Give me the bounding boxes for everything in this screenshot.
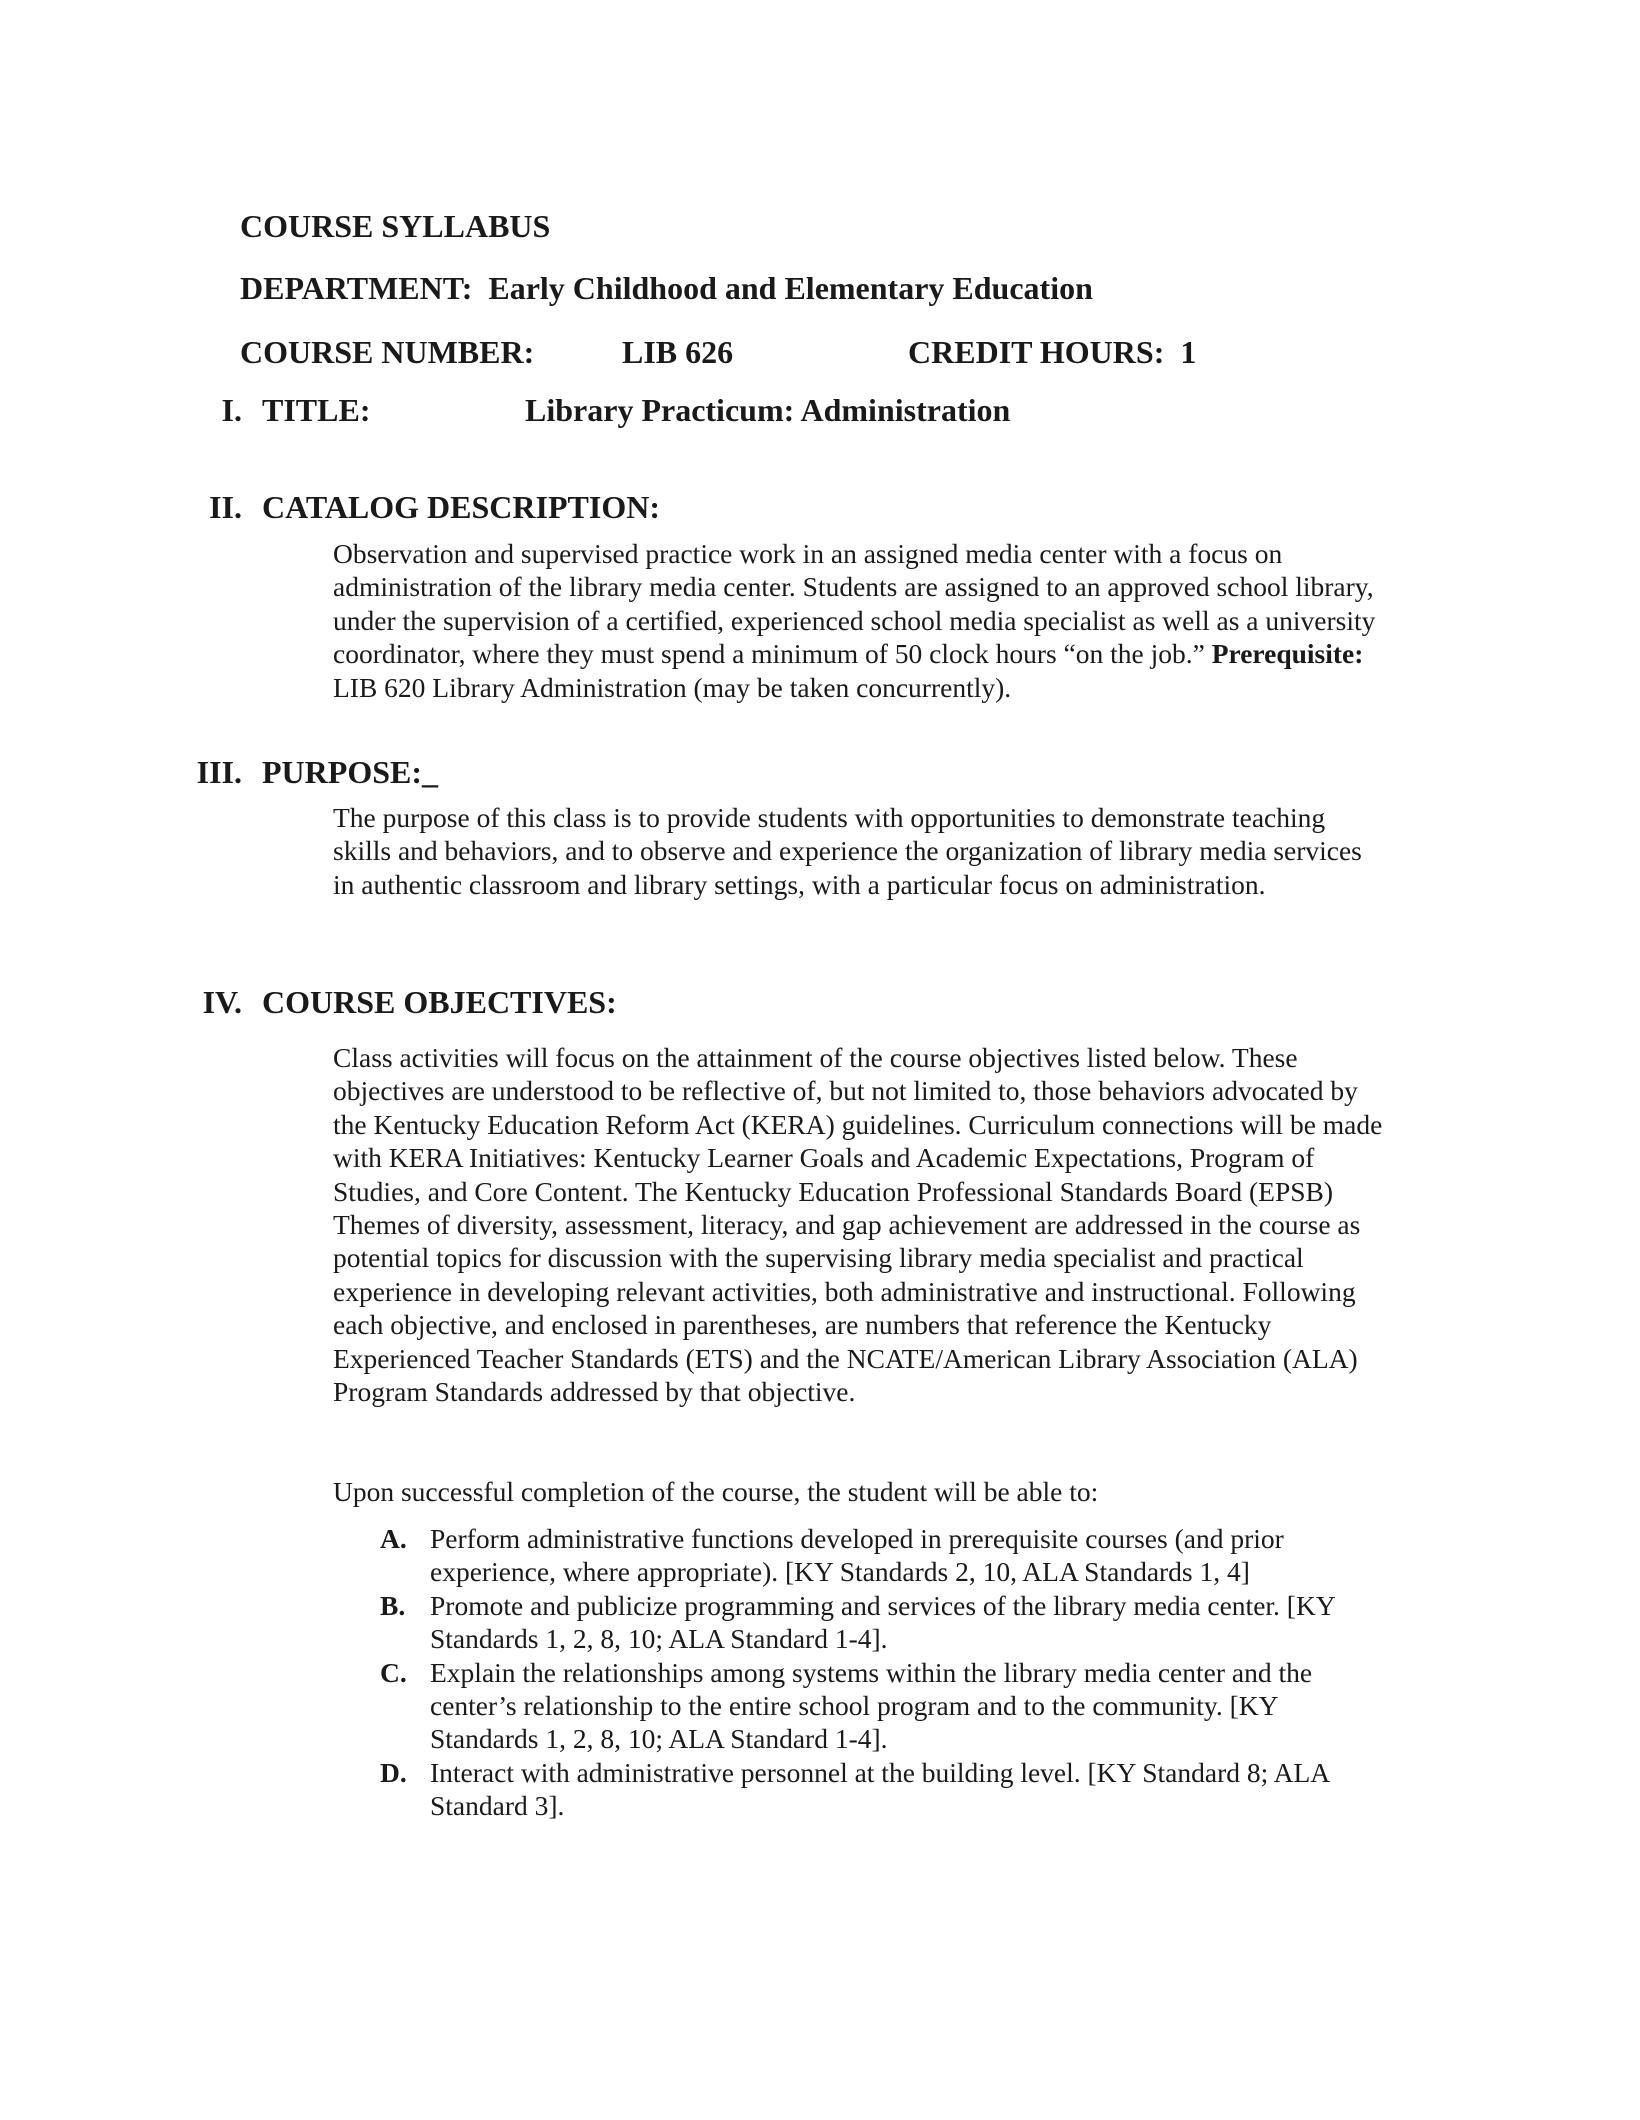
credit-hours-value: 1 <box>1180 334 1197 370</box>
department-value: Early Childhood and Elementary Education <box>488 270 1093 306</box>
document-title: COURSE SYLLABUS <box>240 208 551 244</box>
prerequisite-text: LIB 620 Library Administration (may be taken concurrently). <box>333 671 1012 703</box>
credit-hours-label: CREDIT HOURS: <box>908 334 1165 370</box>
objectives-list <box>380 1522 1390 1823</box>
section-label-title: TITLE: <box>262 392 371 428</box>
objective-item <box>380 1589 1390 1656</box>
section-label-objectives: COURSE OBJECTIVES: <box>262 984 617 1020</box>
course-title-value: Library Practicum: Administration <box>525 392 1011 428</box>
catalog-description-text <box>333 537 1383 704</box>
objective-letter: C. <box>380 1656 407 1688</box>
catalog-body: Observation and supervised practice work in an assigned media center with a focus on administration of the library media center. Students are assigned to an approved school library, under the supervision of a certified, experienced school media specialist as well as a university coordinator, where they must spend a minimum of 50 clock hours “on the job.” <box>333 538 1376 670</box>
objective-letter: D. <box>380 1756 407 1788</box>
objective-letter: B. <box>380 1589 406 1621</box>
section-number-title: I. <box>221 392 242 428</box>
objectives-lead-text: Upon successful completion of the course, the student will be able to: <box>333 1476 1099 1507</box>
section-number-objectives: IV. <box>202 984 242 1020</box>
objective-text: Interact with administrative personnel at the building level. [KY Standard 8; ALA Standard 3]. <box>430 1756 1329 1822</box>
objective-text: Explain the relationships among systems within the library media center and the center’s relationship to the entire school program and to the community. [KY Standards 1, 2, 8, 10; ALA Standard 1-4]. <box>430 1656 1313 1755</box>
course-number-label: COURSE NUMBER: <box>240 334 535 370</box>
department-label: DEPARTMENT: <box>240 270 473 306</box>
credit-hours-line <box>908 336 1196 368</box>
objective-item <box>380 1756 1390 1823</box>
course-number-value: LIB 626 <box>622 334 734 370</box>
section-label-purpose: PURPOSE:_ <box>262 754 438 790</box>
section-number-catalog: II. <box>209 489 242 525</box>
objectives-intro-text: Class activities will focus on the attainment of the course objectives listed below. These objectives are understood to be reflective of, but not limited to, those behaviors advocated by the Kentucky Education Reform Act (KERA) guidelines. Curriculum connections will be made with KERA Initiatives: Kentucky Learner Goals and Academic Expectations, Program of Studies, and Core Content. The Kentucky Education Professional Standards Board (EPSB) Themes of diversity, assessment, literacy, and gap achievement are addressed in the course as potential topics for discussion with the supervising library media specialist and practical experience in developing relevant activities, both administrative and instructional. Following each objective, and enclosed in parentheses, are numbers that reference the Kentucky Experienced Teacher Standards (ETS) and the NCATE/American Library Association (ALA) Program Standards addressed by that objective. <box>333 1042 1383 1408</box>
objective-item <box>380 1656 1390 1756</box>
section-number-purpose: III. <box>196 754 242 790</box>
objective-item <box>380 1522 1390 1589</box>
prerequisite-label: Prerequisite: <box>1211 638 1364 670</box>
department-line <box>240 272 1093 304</box>
section-label-catalog: CATALOG DESCRIPTION: <box>262 489 660 525</box>
purpose-text: The purpose of this class is to provide students with opportunities to demonstrate teaching skills and behaviors, and to observe and experience the organization of library media services in authentic classroom and library settings, with a particular focus on administration. <box>333 802 1362 900</box>
objective-letter: A. <box>380 1523 407 1554</box>
objective-text: Perform administrative functions developed in prerequisite courses (and prior experience, where appropriate). [KY Standards 2, 10, ALA Standards 1, 4] <box>430 1523 1284 1588</box>
objective-text: Promote and publicize programming and services of the library media center. [KY Standards 1, 2, 8, 10; ALA Standard 1-4]. <box>430 1589 1335 1655</box>
